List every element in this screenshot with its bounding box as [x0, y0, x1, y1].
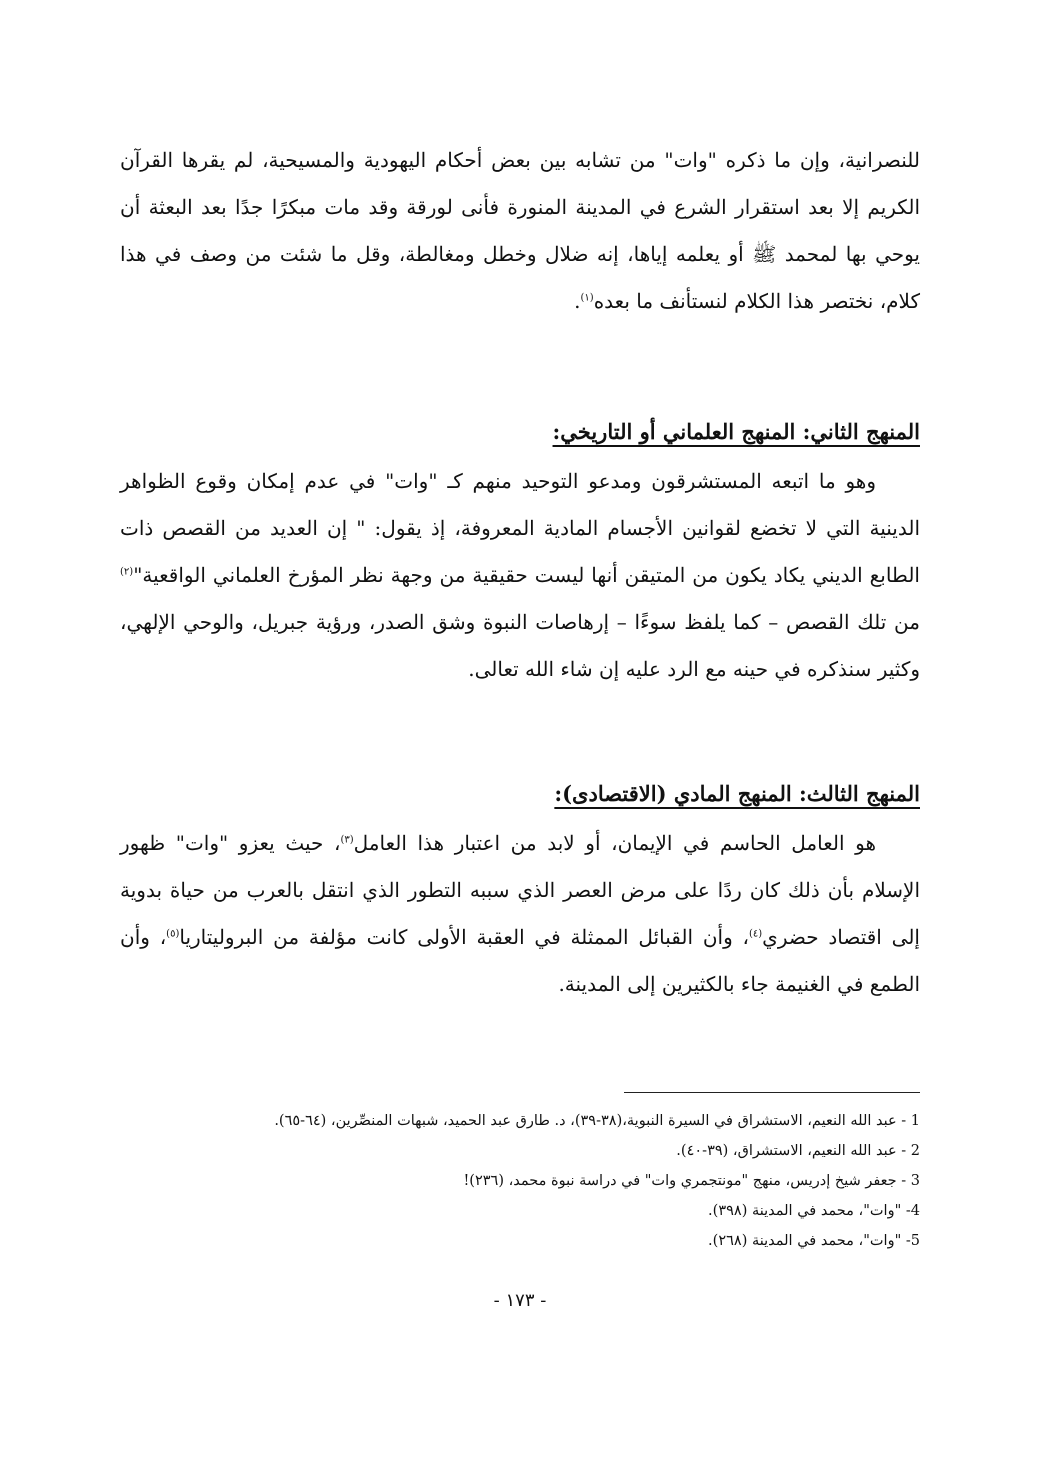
footnote-3: 3 - جعفر شيخ إدريس، منهج "مونتجمري وات" في دراسة نبوة محمد، (٢٣٦)!	[463, 1173, 920, 1189]
footnote-ref-5: (٥)	[166, 928, 180, 940]
section-3-text-2: ، حيث يعزو "وات" ظهور الإسلام بأن ذلك كان ردًا على مرض العصر الذي سببه التطور الذي انتقل بالعرب من حياة بدوية إلى اقتصاد حضري	[120, 831, 920, 949]
section-2-text-a: وهو ما اتبعه المستشرقون ومدعو التوحيد منهم كـ "وات" في عدم إمكان وقوع الظواهر الدينية التي لا تخضع لقوانين الأجسام المادية المعروفة، إذ يقول: " إن العديد من القصص ذات الطابع الديني يكاد يكون من المتيقن أنها ليست حقيقية من وجهة نظر المؤرخ العلماني الواقعية"	[120, 469, 920, 587]
section-2-heading: المنهج الثاني: المنهج العلماني أو التاريخي:	[552, 419, 920, 444]
section-3-text-4: ، وأن الطمع في الغنيمة جاء بالكثيرين إلى المدينة.	[120, 925, 920, 996]
paragraph-1-block	[120, 137, 920, 325]
footnote-ref-3: (٣)	[340, 834, 354, 846]
section-2-text-b: من تلك القصص – كما يلفظ سوءًا – إرهاصات النبوة وشق الصدر، ورؤية جبريل، والوحي الإلهي، وكثير سنذكره في حينه مع الرد عليه إن شاء الله تعالى.	[120, 610, 920, 681]
footnote-2: 2 - عبد الله النعيم، الاستشراق، (٣٩-٤٠).	[676, 1143, 920, 1159]
section-2-block	[120, 412, 920, 452]
paragraph-1	[120, 137, 920, 325]
section-3-paragraph	[120, 820, 920, 1008]
section-3-text-3: ، وأن القبائل الممثلة في العقبة الأولى كانت مؤلفة من البروليتاريا	[179, 925, 749, 949]
footnote-ref-1: (١)	[580, 292, 594, 304]
section-2-paragraph	[120, 458, 920, 693]
footnote-ref-4: (٤)	[748, 928, 763, 940]
footnote-4: 4- "وات"، محمد في المدينة (٣٩٨).	[708, 1203, 920, 1219]
footnote-1: 1 - عبد الله النعيم، الاستشراق في السيرة النبوية،(٣٨-٣٩)، د. طارق عبد الحميد، شبهات المنصِّرين، (٦٤-٦٥).	[274, 1113, 920, 1129]
section-3-body-block	[120, 820, 920, 1008]
section-3-block	[120, 774, 920, 814]
page-number: - ١٧٣ -	[493, 1290, 547, 1311]
paragraph-1-text: للنصرانية، وإن ما ذكره "وات" من تشابه بين بعض أحكام اليهودية والمسيحية، لم يقرها القرآن الكريم إلا بعد استقرار الشرع في المدينة المنورة فأنى لورقة وقد مات مبكرًا جدًا بعد البعثة أن يوحي بها لمحمد ﷺ أو يعلمه إياها، إنه ضلال وخطل ومغالطة، وقل ما شئت من وصف في هذا كلام، نختصر هذا الكلام لنستأنف ما بعده	[120, 148, 920, 313]
section-3-heading: المنهج الثالث: المنهج المادي (الاقتصادى):	[554, 781, 920, 806]
paragraph-1-end: .	[574, 289, 581, 313]
footnote-ref-2: (٢)	[120, 566, 134, 578]
section-3-text-1: هو العامل الحاسم في الإيمان، أو لابد من اعتبار هذا العامل	[353, 831, 876, 855]
section-2-body-block	[120, 458, 920, 693]
footnote-5: 5- "وات"، محمد في المدينة (٢٦٨).	[708, 1233, 920, 1249]
footnote-separator	[624, 1092, 920, 1093]
footnotes-list	[120, 1106, 920, 1256]
